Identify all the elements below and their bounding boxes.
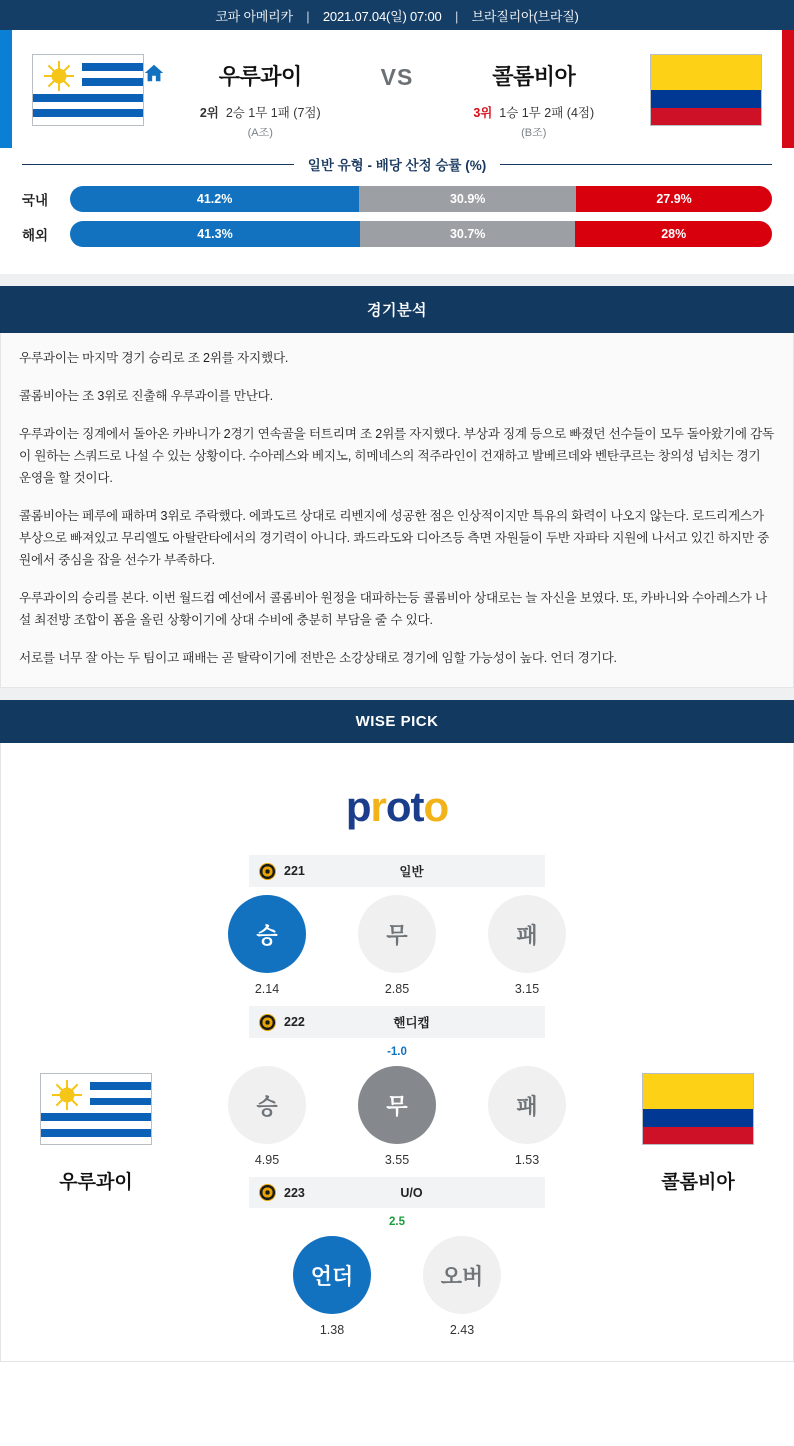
away-team-record: 1승 1무 2패 (4점)	[499, 106, 595, 120]
away-flag-box	[618, 40, 794, 126]
home-team-rank: 2위	[199, 106, 219, 120]
away-team-name: 콜롬비아	[492, 64, 576, 89]
pick-ball[interactable]: 승	[228, 895, 306, 973]
odds-row-overseas	[22, 221, 772, 247]
analysis-paragraph: 서로를 너무 잘 아는 두 팀이고 패배는 곧 탈락이기에 전반은 소강상태로 경기에 임할 가능성이 높다. 언더 경기다.	[19, 651, 617, 666]
uruguay-flag-icon	[32, 54, 144, 126]
pick-ball[interactable]: 승	[228, 1066, 306, 1144]
market-number: 223	[284, 1185, 305, 1200]
home-team-record: 2승 1무 1패 (7점)	[225, 106, 321, 120]
match-datetime: 2021.07.04(일) 07:00	[322, 9, 442, 24]
pick-option[interactable]	[343, 1066, 451, 1167]
meta-separator-2: |	[454, 9, 459, 24]
home-team-block	[176, 40, 344, 140]
odds-seg-away-overseas: 28%	[575, 221, 772, 247]
odds-section-title: 일반 유형 - 배당 산정 승률 (%)	[307, 158, 487, 173]
colombia-flag-icon	[650, 54, 762, 126]
away-team-rank: 3위	[473, 106, 493, 120]
meta-separator-1: |	[306, 9, 310, 24]
league-name: 코파 아메리카	[215, 9, 293, 24]
odds-bars	[0, 180, 794, 274]
market-number: 222	[284, 1015, 305, 1030]
proto-letter-2: r	[370, 783, 386, 831]
market-block	[1, 1177, 793, 1337]
odds-row-domestic	[22, 186, 772, 212]
odds-seg-home-domestic: 41.2%	[70, 186, 359, 212]
odds-seg-home-overseas: 41.3%	[70, 221, 360, 247]
pick-ball[interactable]: 패	[488, 1066, 566, 1144]
target-icon	[259, 1014, 276, 1031]
pick-odd: 4.95	[254, 1153, 280, 1168]
side-away-team	[613, 1073, 783, 1194]
pick-odd: 2.43	[449, 1323, 475, 1338]
section-gap-2	[0, 688, 794, 700]
odds-row-label-overseas: 해외	[22, 228, 49, 243]
rule-right	[500, 164, 772, 165]
proto-letter-1: p	[345, 783, 371, 831]
pick-option[interactable]	[408, 1236, 516, 1337]
away-color-edge	[782, 30, 794, 148]
analysis-paragraph: 콜롬비아는 조 3위로 진출해 우루과이를 만난다.	[19, 389, 273, 404]
section-gap-1	[0, 274, 794, 286]
analysis-paragraph: 우루과이는 징계에서 돌아온 카바니가 2경기 연속골을 터트리며 조 2위를 자지했다. 부상과 징계 등으로 빠졌던 선수들이 모두 돌아왔기에 감독이 원하는 스쿼드로 나설 수 있는 상황이다. 수아레스와 베지노, 히메네스의 적주라인이 건재하고 발베르데와 벤탄쿠르는 창의성 넘치는 경기 운영을 할 것이다.	[19, 427, 775, 486]
pick-ball[interactable]: 무	[358, 1066, 436, 1144]
pick-odd: 1.53	[514, 1153, 540, 1168]
market-handicap-value: -1.0	[387, 1046, 407, 1059]
pick-odd: 2.85	[384, 982, 410, 997]
uruguay-flag-icon-side	[40, 1073, 152, 1145]
home-icon	[143, 62, 165, 89]
analysis-banner: 경기분석	[0, 286, 794, 333]
market-name: U/O	[400, 1185, 423, 1200]
home-team-group: (A조)	[247, 127, 273, 139]
vs-label: VS	[380, 64, 414, 90]
pick-ball[interactable]: 언더	[293, 1236, 371, 1314]
side-home-team	[11, 1073, 181, 1194]
pick-odd: 1.38	[319, 1323, 345, 1338]
market-handicap-value: 2.5	[389, 1216, 405, 1229]
target-icon	[259, 863, 276, 880]
pick-ball[interactable]: 패	[488, 895, 566, 973]
pick-odd: 3.15	[514, 982, 540, 997]
away-team-block	[450, 40, 618, 140]
proto-letter-5: o	[423, 783, 449, 831]
odds-bar-domestic	[70, 186, 772, 212]
odds-seg-draw-overseas: 30.7%	[360, 221, 576, 247]
analysis-paragraph: 우루과이는 마지막 경기 승리로 조 2위를 자지했다.	[19, 351, 289, 365]
market-header	[249, 1177, 545, 1208]
colombia-flag-icon-side	[642, 1073, 754, 1145]
analysis-paragraph: 콜롬비아는 페루에 패하며 3위로 주락했다. 에콰도르 상대로 리벤지에 성공한 점은 인상적이지만 특유의 화력이 나오지 않는다. 로드리게스가 부상으로 빠져있고 무리엘도 아탈란타에서의 경기력이 아니다. 콰드라도와 디아즈등 측면 자원들이 두반 자파타 지원에 나서고 있긴 하지만 중원에서 중심을 잡을 선수가 부족하다.	[19, 509, 770, 568]
pick-option[interactable]	[213, 895, 321, 996]
match-header	[0, 30, 794, 154]
pick-odd: 2.14	[254, 982, 280, 997]
pick-option[interactable]	[343, 895, 451, 996]
pick-option[interactable]	[473, 895, 581, 996]
market-header	[249, 1006, 545, 1038]
home-team-record-line	[176, 103, 344, 121]
pick-options	[1, 895, 793, 996]
odds-bar-overseas	[70, 221, 772, 247]
away-team-group: (B조)	[521, 127, 547, 139]
side-home-team-name: 우루과이	[59, 1172, 133, 1194]
odds-title-row	[0, 154, 794, 180]
rule-left	[22, 164, 294, 165]
home-team-name: 우루과이	[218, 64, 302, 89]
match-venue: 브라질리아(브라질)	[471, 9, 579, 24]
wise-pick-banner: WISE PICK	[0, 700, 794, 743]
odds-seg-away-domestic: 27.9%	[576, 186, 772, 212]
side-away-team-name: 콜롬비아	[661, 1172, 735, 1194]
vs-block	[344, 40, 450, 91]
proto-letter-4: t	[410, 783, 424, 831]
away-team-record-line	[450, 103, 618, 121]
analysis-paragraph: 우루과이의 승리를 본다. 이번 월드컵 예선에서 콜롬비아 원정을 대파하는등 콜롬비아 상대로는 늘 자신을 보였다. 또, 카바니와 수아레스가 나설 최전방 조합이 폼을 올린 상황이기에 상대 수비에 충분히 부담을 줄 수 있다.	[19, 591, 768, 628]
pick-option[interactable]	[213, 1066, 321, 1167]
pick-ball[interactable]: 오버	[423, 1236, 501, 1314]
home-color-edge	[0, 30, 12, 148]
market-name: 일반	[399, 865, 424, 880]
odds-row-label-domestic: 국내	[22, 193, 49, 208]
market-block	[1, 855, 793, 996]
target-icon	[259, 1184, 276, 1201]
market-header	[249, 855, 545, 887]
proto-logo	[1, 761, 793, 845]
pick-option[interactable]	[278, 1236, 386, 1337]
odds-seg-draw-domestic: 30.9%	[359, 186, 576, 212]
pick-options	[1, 1236, 793, 1337]
wise-pick-body	[0, 743, 794, 1362]
pick-option[interactable]	[473, 1066, 581, 1167]
market-number: 221	[284, 864, 305, 879]
analysis-body	[0, 333, 794, 688]
proto-letter-3: o	[385, 783, 411, 831]
pick-ball[interactable]: 무	[358, 895, 436, 973]
market-name: 핸디캡	[393, 1016, 430, 1031]
pick-odd: 3.55	[384, 1153, 410, 1168]
match-meta-bar	[0, 0, 794, 30]
